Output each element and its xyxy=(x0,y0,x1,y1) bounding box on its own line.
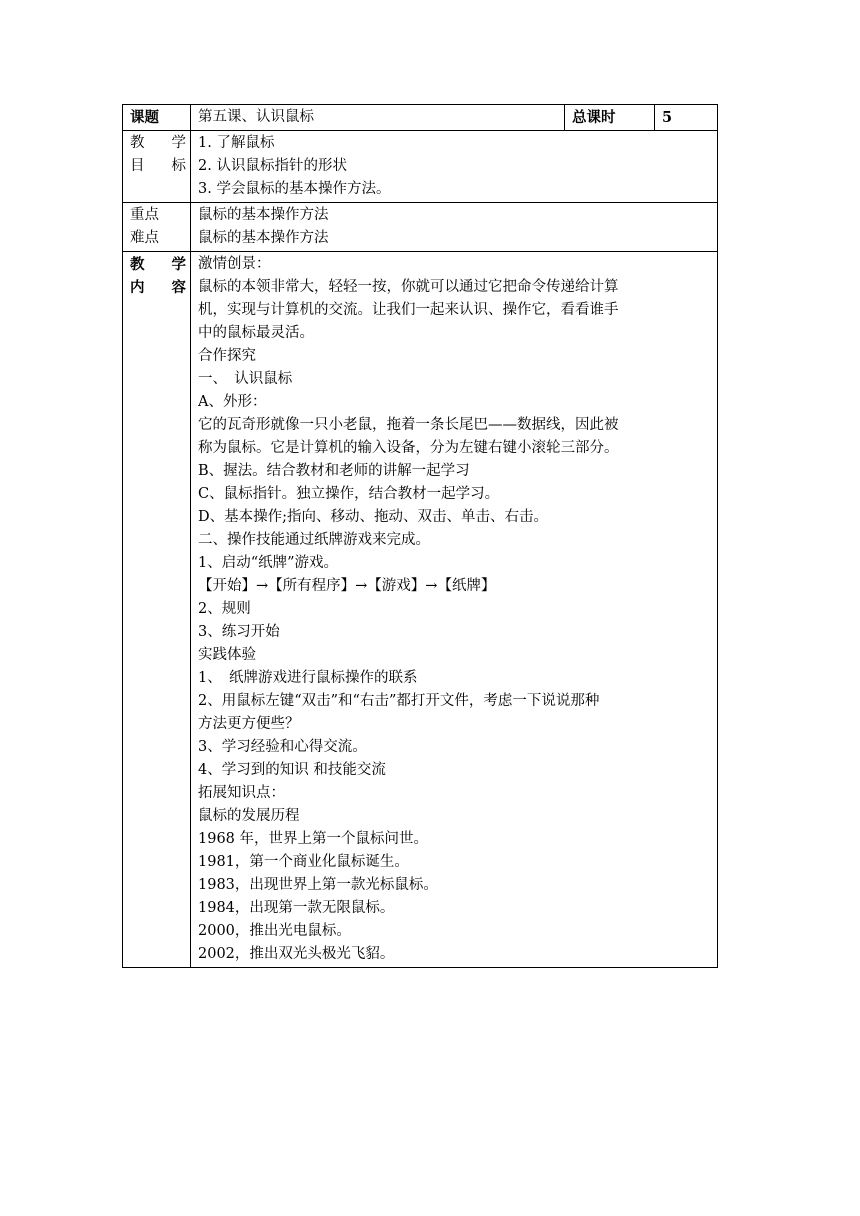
content-line: 【开始】→【所有程序】→【游戏】→【纸牌】 xyxy=(198,578,496,594)
nandian-label: 难点 xyxy=(130,230,159,246)
content-line: 机，实现与计算机的交流。让我们一起来认识、操作它，看看谁手 xyxy=(198,302,619,318)
content-line: 1984，出现第一款无限鼠标。 xyxy=(198,900,395,916)
content-line: 鼠标的本领非常大，轻轻一按，你就可以通过它把命令传递给计算 xyxy=(198,279,619,295)
content-line: 1、启动“纸牌”游戏。 xyxy=(198,555,339,571)
zhongdian-value: 鼠标的基本操作方法 xyxy=(198,207,329,223)
content-label-line2: 内 容 xyxy=(130,279,186,296)
key-points-label xyxy=(123,203,191,252)
content-line: 二、操作技能通过纸牌游戏来完成。 xyxy=(198,532,430,548)
header-row xyxy=(123,105,718,131)
key-points-content xyxy=(191,203,718,252)
content-line: 2000，推出光电鼠标。 xyxy=(198,923,351,939)
content-line: 2002，推出双光头极光飞貂。 xyxy=(198,946,395,962)
content-line: 实践体验 xyxy=(198,647,256,663)
content-line: 合作探究 xyxy=(198,348,256,364)
content-line: 3、练习开始 xyxy=(198,624,280,640)
lesson-plan-table xyxy=(122,104,718,968)
total-hours-label: 总课时 xyxy=(565,105,655,131)
key-points-row xyxy=(123,203,718,252)
content-line: C、鼠标指针。独立操作，结合教材一起学习。 xyxy=(198,486,500,502)
content-line: 1981，第一个商业化鼠标诞生。 xyxy=(198,854,409,870)
content-line: 1983，出现世界上第一款光标鼠标。 xyxy=(198,877,438,893)
content-line: 中的鼠标最灵活。 xyxy=(198,325,314,341)
zhongdian-label: 重点 xyxy=(130,207,159,223)
content-line: A、外形： xyxy=(198,394,267,410)
content-line: B、握法。结合教材和老师的讲解一起学习 xyxy=(198,463,470,479)
goal-item: 1. 了解鼠标 xyxy=(198,135,275,151)
content-line: 称为鼠标。它是计算机的输入设备，分为左键右键小滚轮三部分。 xyxy=(198,440,619,456)
content-line: 2、用鼠标左键“双击”和“右击”都打开文件，考虑一下说说那种 xyxy=(198,693,600,709)
content-label xyxy=(123,252,191,968)
content-line: 2、规则 xyxy=(198,601,251,617)
content-line: 鼠标的发展历程 xyxy=(198,808,300,824)
goal-item: 3. 学会鼠标的基本操作方法。 xyxy=(198,181,391,197)
content-line: 一、 认识鼠标 xyxy=(198,371,293,387)
goals-row xyxy=(123,131,718,203)
goals-content xyxy=(191,131,718,203)
content-label-line1: 教 学 xyxy=(130,256,186,273)
content-line: 4、学习到的知识 和技能交流 xyxy=(198,762,386,778)
content-line: 方法更方便些？ xyxy=(198,716,300,732)
nandian-value: 鼠标的基本操作方法 xyxy=(198,230,329,246)
content-line: 3、学习经验和心得交流。 xyxy=(198,739,367,755)
goals-label xyxy=(123,131,191,203)
content-body xyxy=(191,252,718,968)
goal-item: 2. 认识鼠标指针的形状 xyxy=(198,158,347,174)
content-line: 1968 年，世界上第一个鼠标问世。 xyxy=(198,831,429,847)
content-line: D、基本操作;指向、移动、拖动、双击、单击、右击。 xyxy=(198,509,549,525)
goals-label-line2: 目 标 xyxy=(130,158,186,174)
total-hours-value: 5 xyxy=(655,105,718,131)
content-row xyxy=(123,252,718,968)
content-line: 激情创景： xyxy=(198,256,271,272)
content-line: 它的瓦奇形就像一只小老鼠，拖着一条长尾巴——数据线，因此被 xyxy=(198,417,619,433)
topic-value: 第五课、认识鼠标 xyxy=(191,105,565,131)
topic-label: 课题 xyxy=(123,105,191,131)
content-line: 1、 纸牌游戏进行鼠标操作的联系 xyxy=(198,670,418,686)
content-line: 拓展知识点： xyxy=(198,785,285,801)
goals-label-line1: 教 学 xyxy=(130,135,186,151)
